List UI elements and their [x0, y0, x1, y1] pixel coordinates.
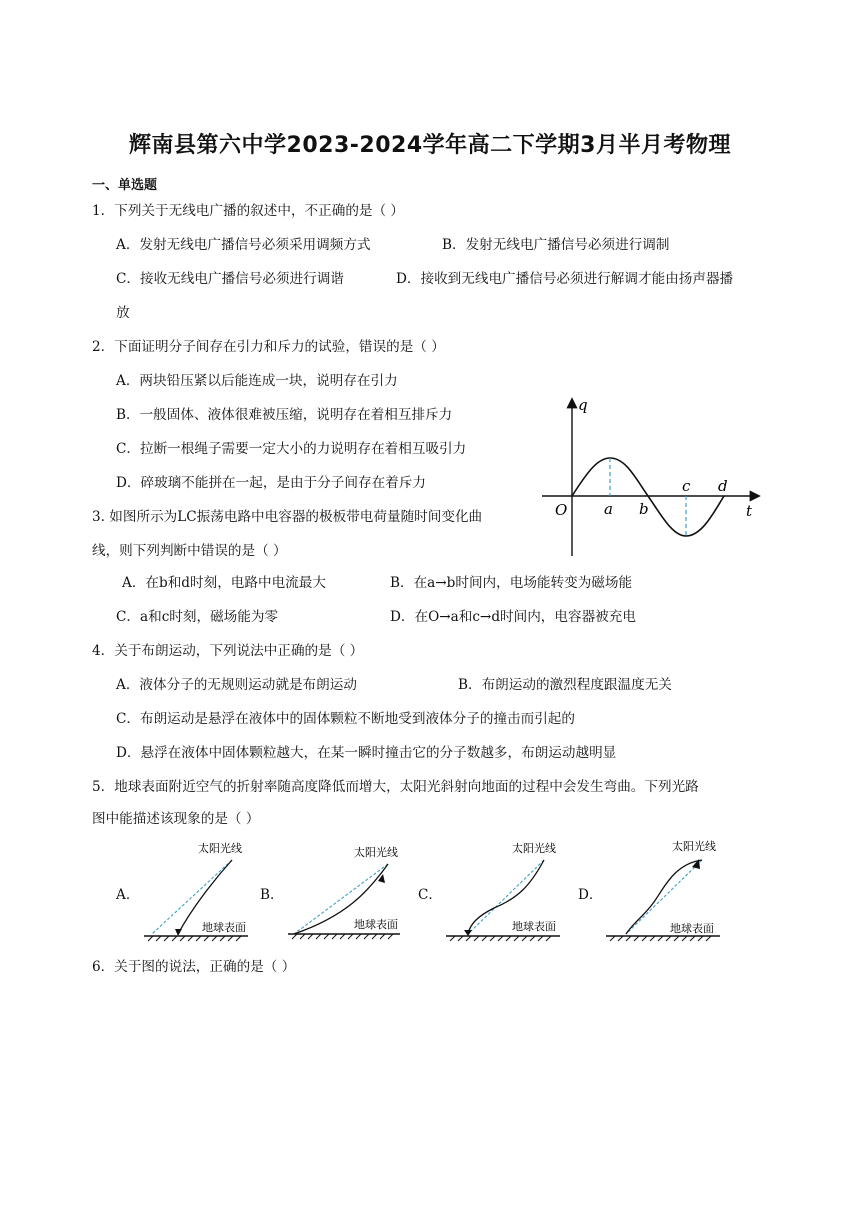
q3-stem-line2: 线，则下列判断中错误的是（ ） — [92, 543, 287, 559]
q5-diagram-b — [284, 836, 408, 944]
q2-option-c: C．拉断一根绳子需要一定大小的力说明存在着相互吸引力 — [116, 441, 467, 457]
sun-label: 太阳光线 — [354, 846, 398, 859]
arrowhead — [692, 859, 700, 869]
point-b: b — [639, 500, 649, 518]
q1-option-a: A．发射无线电广播信号必须采用调频方式 — [116, 237, 371, 253]
ground-label: 地球表面 — [670, 922, 714, 935]
q4-option-a: A．液体分子的无规则运动就是布朗运动 — [116, 677, 357, 693]
q5-stem-line1: 5．地球表面附近空气的折射率随高度降低而增大，太阳光斜射向地面的过程中会发生弯曲。下列光路 — [92, 779, 699, 795]
q5-stem-line2: 图中能描述该现象的是（ ） — [92, 811, 260, 827]
ground-label: 地球表面 — [354, 918, 398, 931]
q1-option-b: B．发射无线电广播信号必须进行调制 — [442, 237, 670, 253]
q6-stem: 6．关于图的说法，正确的是（ ） — [92, 959, 296, 975]
q2-stem: 2．下面证明分子间存在引力和斥力的试验，错误的是（ ） — [92, 339, 445, 355]
q4-option-c: C．布朗运动是悬浮在液体中的固体颗粒不断地受到液体分子的撞击而引起的 — [116, 711, 575, 727]
point-d: d — [718, 477, 728, 495]
q1-stem: 1．下列关于无线电广播的叙述中，不正确的是（ ） — [92, 203, 405, 219]
q5-diagram-d — [600, 834, 728, 944]
section-heading: 一、单选题 — [92, 178, 158, 193]
q4-option-b: B．布朗运动的激烈程度跟温度无关 — [458, 677, 672, 693]
q5-diagram-a — [140, 836, 260, 944]
y-label: q — [578, 396, 588, 414]
q4-option-d: D．悬浮在液体中固体颗粒越大，在某一瞬时撞击它的分子数越多，布朗运动越明显 — [116, 745, 617, 761]
q3-option-c: C．a和c时刻，磁场能为零 — [116, 609, 279, 625]
sun-label: 太阳光线 — [512, 842, 556, 855]
charge-curve — [572, 458, 724, 536]
q5-option-b-label: B． — [260, 887, 284, 903]
q5-option-a-label: A． — [116, 887, 140, 903]
q5-option-c-label: C． — [418, 887, 442, 903]
ground-label: 地球表面 — [512, 920, 556, 933]
sun-label: 太阳光线 — [198, 842, 242, 855]
q5-diagram-c — [440, 836, 568, 944]
ground-label: 地球表面 — [202, 921, 246, 934]
arrowhead — [464, 930, 472, 936]
q3-option-a: A．在b和d时刻，电路中电流最大 — [122, 575, 326, 591]
q3-option-b: B．在a→b时间内，电场能转变为磁场能 — [390, 575, 633, 591]
sun-label: 太阳光线 — [672, 840, 716, 853]
q3-option-d: D．在O→a和c→d时间内，电容器被充电 — [390, 609, 636, 625]
q2-option-b: B．一般固体、液体很难被压缩，说明存在着相互排斥力 — [116, 407, 453, 423]
q3-stem-line1: 3. 如图所示为LC振荡电路中电容器的极板带电荷量随时间变化曲 — [92, 509, 483, 525]
origin-label: O — [555, 501, 568, 519]
q1-option-d-cont: 放 — [116, 305, 130, 321]
q1-option-d: D．接收到无线电广播信号必须进行解调才能由扬声器播 — [396, 271, 734, 287]
q-t-graph — [536, 394, 766, 564]
point-a: a — [604, 500, 613, 518]
page-title: 辉南县第六中学2023-2024学年高二下学期3月半月考物理 — [129, 133, 731, 158]
q5-option-d-label: D． — [578, 887, 603, 903]
x-label: t — [746, 502, 753, 520]
q2-option-a: A．两块铅压紧以后能连成一块，说明存在引力 — [116, 373, 398, 389]
point-c: c — [682, 477, 691, 495]
q1-option-c: C．接收无线电广播信号必须进行调谐 — [116, 271, 344, 287]
q4-stem: 4．关于布朗运动，下列说法中正确的是（ ） — [92, 643, 364, 659]
q2-option-d: D．碎玻璃不能拼在一起，是由于分子间存在着斥力 — [116, 475, 426, 491]
arrowhead — [175, 929, 182, 936]
